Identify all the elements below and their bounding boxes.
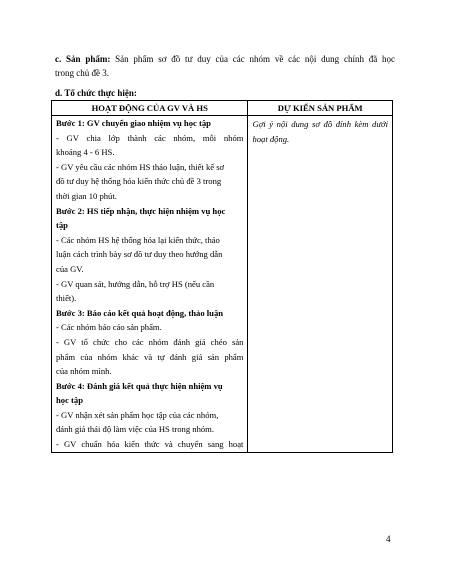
activity-text-line: - GV nhận xét sản phẩm học tập của các nhóm, bbox=[56, 409, 219, 420]
activity-text-line: - GV chia lớp thành các nhóm, mỗi nhóm bbox=[56, 132, 244, 143]
header-teacher-student-activity: HOẠT ĐỘNG CỦA GV VÀ HS bbox=[52, 101, 248, 116]
product-text-line1: Sản phẩm sơ đồ tư duy của các nhóm về các nội dung chính đã học bbox=[115, 54, 396, 64]
activity-text-line: luận cách trình bày sơ đồ tư duy theo hướng dẫn bbox=[56, 249, 223, 260]
step-title-line: tập bbox=[56, 220, 68, 231]
activity-text-line: - GV tổ chức cho các nhóm đánh giá chéo sản bbox=[56, 336, 244, 347]
expected-product-line1: Gợi ý nội dung sơ đồ đính kèm dưới bbox=[252, 119, 388, 129]
activity-text-line: - Các nhóm HS hệ thống hóa lại kiến thức, thảo bbox=[56, 234, 220, 245]
table-header-row bbox=[52, 101, 393, 116]
activity-text-line: thiết). bbox=[56, 293, 77, 304]
step-title-line: Bước 4: Đánh giá kết quả thực hiện nhiệm vụ bbox=[56, 380, 223, 391]
step-title-line: Bước 1: GV chuyển giao nhiệm vụ học tập bbox=[56, 118, 211, 128]
activity-text-line: - GV quan sát, hướng dẫn, hỗ trợ HS (nếu cần bbox=[56, 278, 215, 289]
activity-text-line: đánh giá thái độ làm việc của HS trong nhóm. bbox=[56, 424, 214, 435]
activity-text-line: đồ tư duy hệ thống hóa kiến thức chủ đề 3 trong bbox=[56, 176, 222, 187]
product-paragraph bbox=[55, 52, 395, 80]
activity-text-line: của nhóm mình. bbox=[56, 366, 112, 377]
header-expected-product: DỰ KIẾN SẢN PHẨM bbox=[248, 101, 393, 116]
product-text-line2: trong chủ đề 3. bbox=[55, 68, 109, 78]
activity-table bbox=[51, 100, 393, 453]
activity-text-line: - GV chuẩn hóa kiến thức và chuyển sang hoạt bbox=[56, 439, 244, 450]
table-body-row bbox=[52, 116, 393, 453]
activity-text-line: - GV yêu cầu các nhóm HS thảo luận, thiết kế sơ bbox=[56, 161, 225, 172]
product-label: c. Sản phẩm: bbox=[55, 54, 111, 64]
activity-text-line: khoảng 4 - 6 HS. bbox=[56, 147, 115, 158]
activity-text-line: - Các nhóm báo cáo sản phẩm. bbox=[56, 322, 162, 333]
activity-text-line: của GV. bbox=[56, 263, 84, 274]
step-title-line: Bước 3: Báo cáo kết quả hoạt động, thảo luận bbox=[56, 307, 224, 318]
page-number: 4 bbox=[386, 534, 391, 544]
step-title-line: học tập bbox=[56, 395, 83, 406]
step-title-line: Bước 2: HS tiếp nhận, thực hiện nhiệm vụ học bbox=[56, 205, 226, 216]
activity-text-line: phẩm của nhóm khác và tự đánh giá sản phẩm bbox=[56, 351, 244, 362]
activity-steps-cell bbox=[52, 116, 248, 453]
organization-heading: d. Tổ chức thực hiện: bbox=[55, 88, 137, 98]
activity-text-line: thời gian 10 phút. bbox=[56, 190, 117, 201]
expected-product-cell bbox=[248, 116, 393, 453]
expected-product-line2: hoạt động. bbox=[252, 133, 290, 144]
